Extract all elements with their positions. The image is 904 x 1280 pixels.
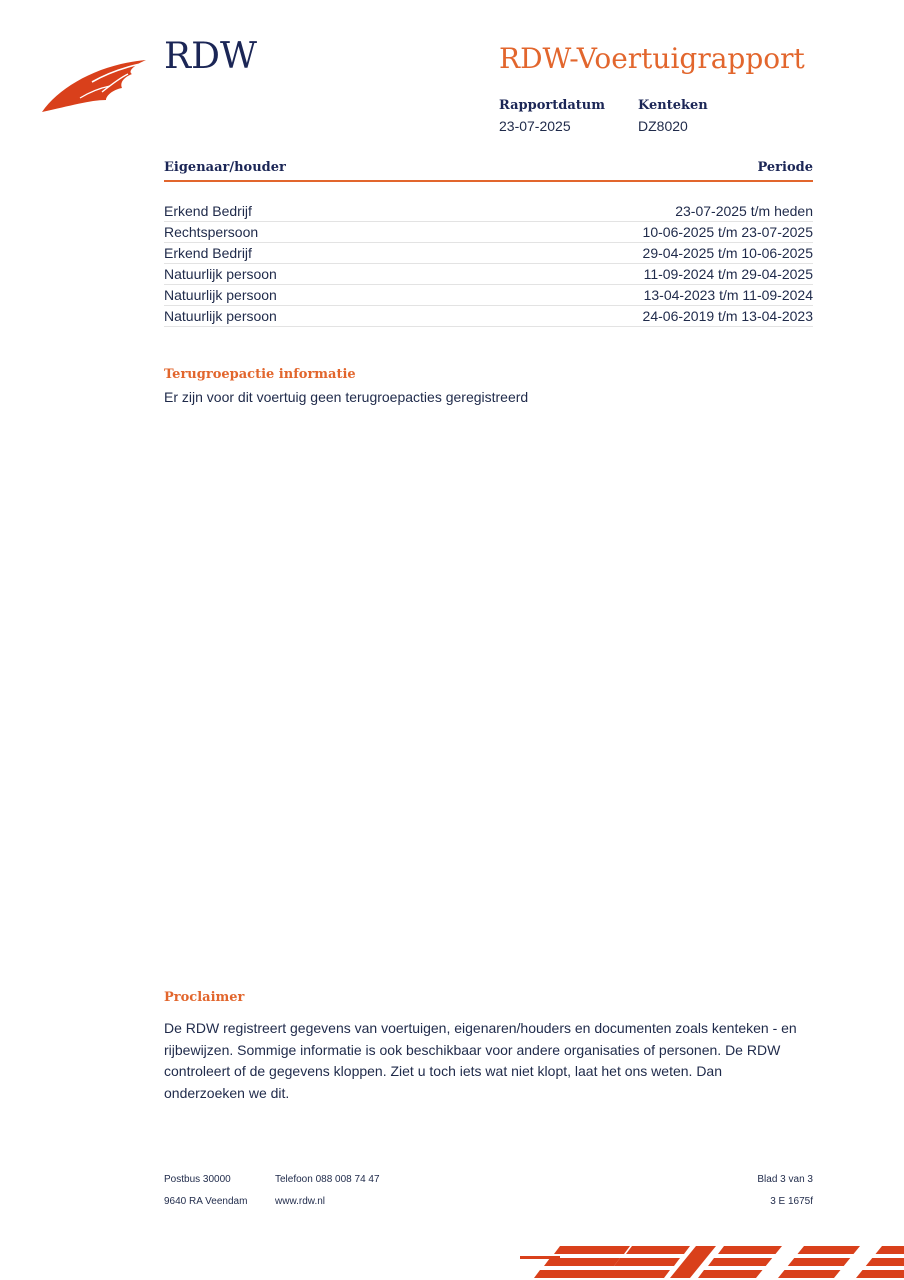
footer-website[interactable]: www.rdw.nl bbox=[275, 1196, 326, 1207]
owner-type: Erkend Bedrijf bbox=[164, 245, 252, 261]
owner-type: Erkend Bedrijf bbox=[164, 203, 252, 219]
table-row bbox=[164, 201, 813, 222]
footer-code: 3 E 1675f bbox=[770, 1196, 813, 1207]
plate-block bbox=[638, 98, 708, 134]
proclaimer-text: De RDW registreert gegevens van voertuigen, eigenaren/houders en documenten zoals kenteken - en rijbewijzen. Sommige informatie is ook beschikbaar voor andere organisaties of personen. De RDW controleert of de gegevens kloppen. Ziet u toch iets wat niet klopt, laat het ons weten. Dan onderzoeken we dit. bbox=[164, 1020, 797, 1101]
recall-text: Er zijn voor dit voertuig geen terugroepacties geregistreerd bbox=[164, 389, 529, 405]
owner-period: 11-09-2024 t/m 29-04-2025 bbox=[643, 266, 813, 282]
table-row bbox=[164, 285, 813, 306]
owner-period: 29-04-2025 t/m 10-06-2025 bbox=[642, 245, 813, 261]
table-row bbox=[164, 306, 813, 327]
report-date-value: 23-07-2025 bbox=[499, 118, 571, 134]
table-row bbox=[164, 264, 813, 285]
owner-type: Natuurlijk persoon bbox=[164, 266, 277, 282]
proclaimer-title: Proclaimer bbox=[164, 990, 245, 1005]
plate-value: DZ8020 bbox=[638, 118, 688, 134]
footer-address-line1: Postbus 30000 bbox=[164, 1174, 231, 1185]
owner-type: Rechtspersoon bbox=[164, 224, 259, 240]
footer-phone: Telefoon 088 008 74 47 bbox=[275, 1174, 380, 1185]
owner-table-header bbox=[164, 160, 813, 182]
report-title: RDW-Voertuigrapport bbox=[499, 42, 805, 75]
table-row bbox=[164, 243, 813, 264]
report-date-block bbox=[499, 98, 605, 134]
owner-column-header: Eigenaar/houder bbox=[164, 160, 286, 175]
owner-period: 23-07-2025 t/m heden bbox=[675, 203, 813, 219]
footer-address-line2: 9640 RA Veendam bbox=[164, 1196, 248, 1207]
plate-label: Kenteken bbox=[638, 98, 708, 113]
owner-period: 10-06-2025 t/m 23-07-2025 bbox=[642, 224, 813, 240]
report-date-label: Rapportdatum bbox=[499, 98, 605, 113]
owner-period: 13-04-2023 t/m 11-09-2024 bbox=[643, 287, 813, 303]
owner-period: 24-06-2019 t/m 13-04-2023 bbox=[642, 308, 813, 324]
owner-table bbox=[164, 201, 813, 327]
table-row bbox=[164, 222, 813, 243]
rdw-wing-logo-icon bbox=[40, 56, 150, 116]
owner-type: Natuurlijk persoon bbox=[164, 308, 277, 324]
brand-name: RDW bbox=[164, 36, 257, 77]
rdw-stripes-decoration-icon bbox=[520, 1244, 904, 1280]
period-column-header: Periode bbox=[757, 160, 813, 175]
owner-type: Natuurlijk persoon bbox=[164, 287, 277, 303]
footer-page-number: Blad 3 van 3 bbox=[757, 1174, 813, 1185]
recall-title: Terugroepactie informatie bbox=[164, 367, 356, 382]
